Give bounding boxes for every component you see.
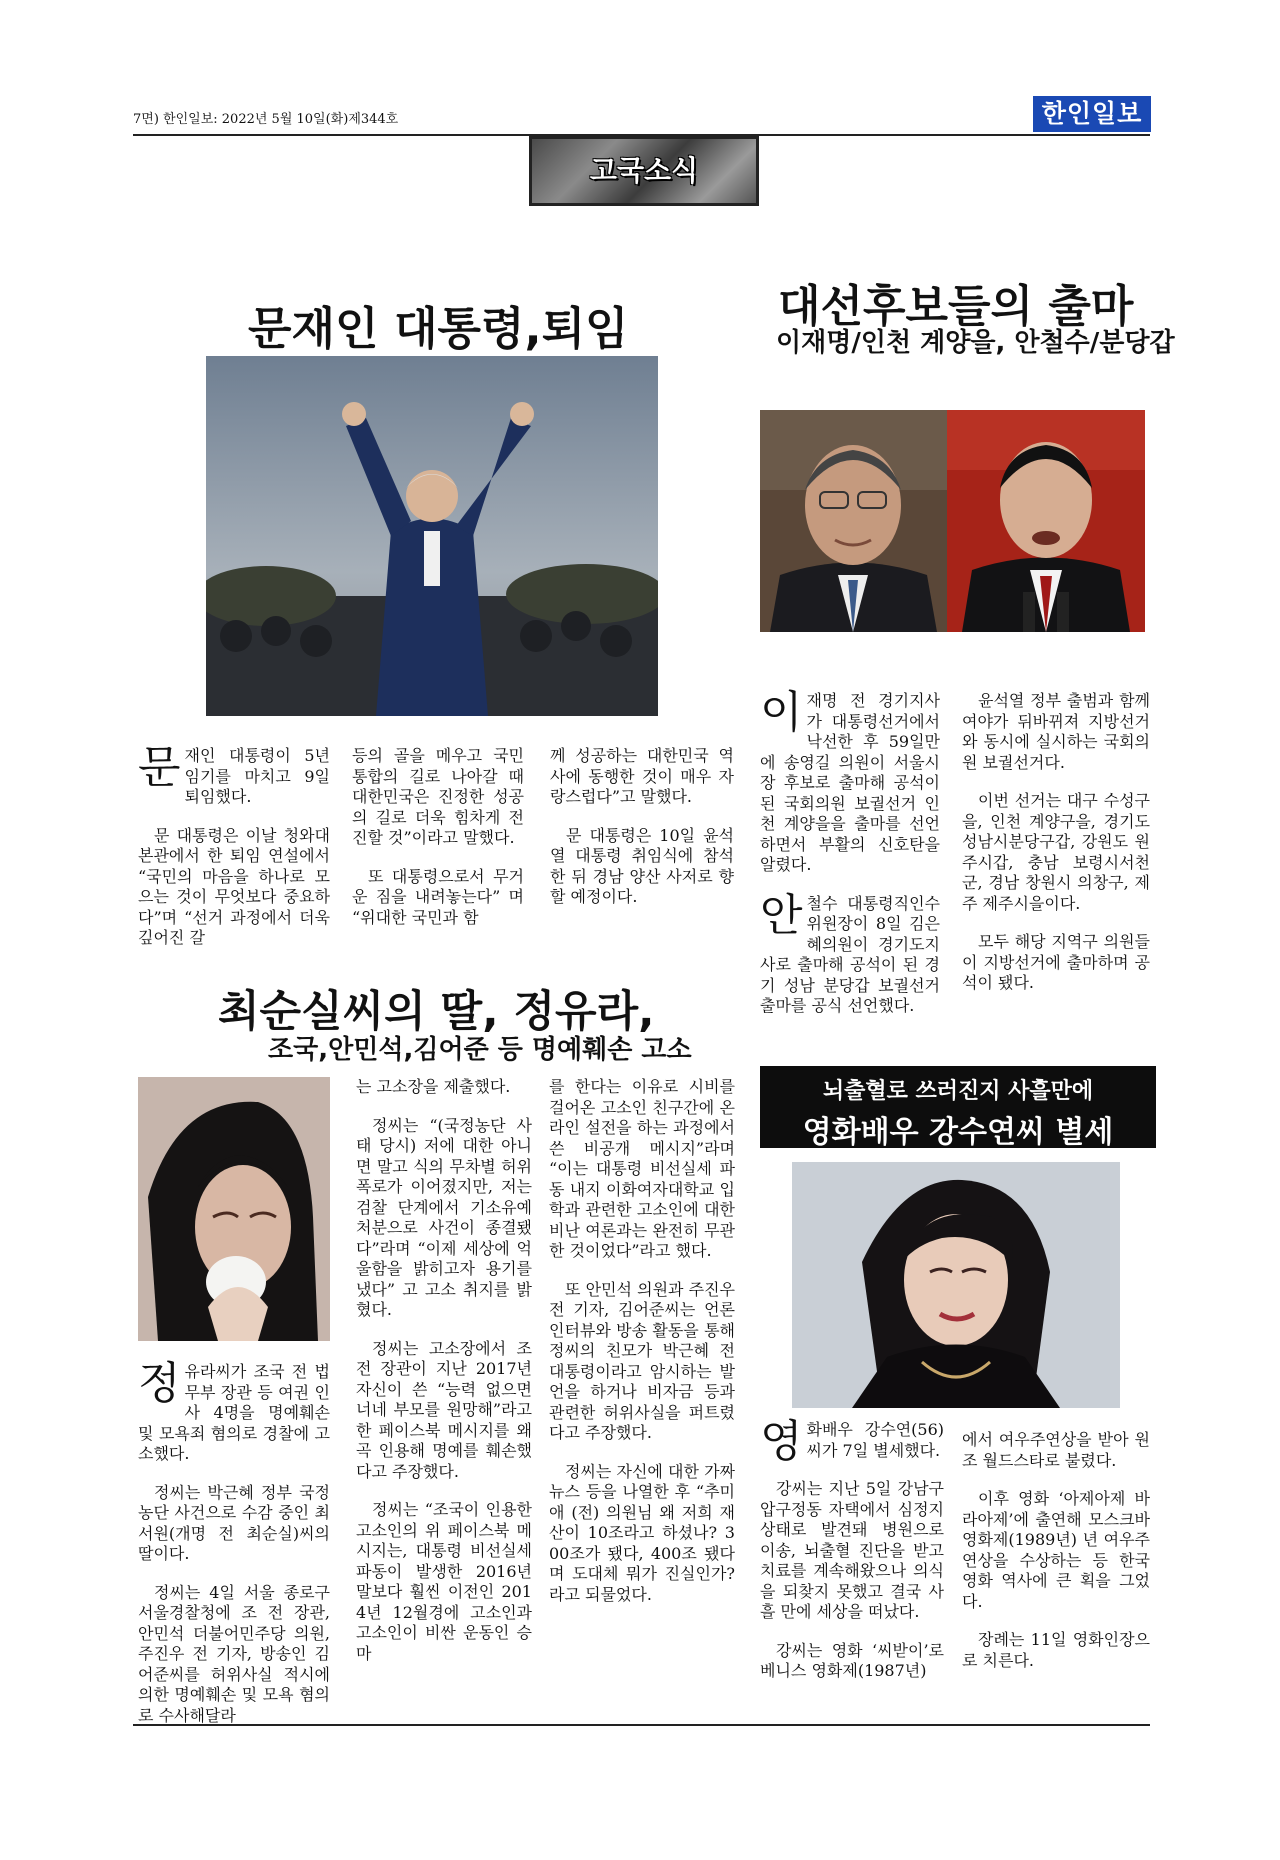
moon-col1-p2: 문 대통령은 이날 청와대 본관에서 한 퇴임 연설에서 “국민의 마음을 하나로 모으는 것이 무엇보다 중요하다”며 “선거 과정에서 더욱 깊어진 갈 <box>138 825 330 947</box>
moon-col1-p1: 재인 대통령이 5년 임기를 마치고 9일 퇴임했다. <box>184 746 330 806</box>
moon-photo <box>206 356 658 716</box>
election-col1-p2: 철수 대통령직인수위원장이 8일 김은혜의원이 경기도지사로 출마해 공석이 된 경기 성남 분당갑 보궐선거 출마를 공식 선언했다. <box>760 893 940 1015</box>
election-col2-p1: 윤석열 정부 출범과 함께 여야가 뒤바뀌져 지방선거와 동시에 실시하는 국회의원 보궐선거다. <box>962 691 1150 772</box>
issue-info: 7면) 한인일보: 2022년 5월 10일(화)제344호 <box>133 112 399 127</box>
moon-col-2 <box>352 746 524 946</box>
kang-col1-p1: 화배우 강수연(56)씨가 7일 별세했다. <box>806 1420 944 1460</box>
chung-col3-p2: 또 안민석 의원과 주진우 전 기자, 김어준씨는 언론 인터뷰와 방송 활동을 통해 정씨의 친모가 박근혜 전 대통령이라고 암시하는 발언을 하거나 비자금 등과 관련한 허위사실을 퍼트렸다고 주장했다. <box>549 1279 735 1442</box>
chung-col-2 <box>356 1077 532 1682</box>
moon-dropcap: 문 <box>138 742 181 793</box>
kang-col-2 <box>962 1430 1150 1689</box>
section-banner-label: 고국소식 <box>589 154 699 187</box>
chung-col2-p2: 정씨는 “(국정농단 사태 당시) 저에 대한 아니면 말고 식의 무차별 허위 폭로가 이어졌지만, 저는 검찰 단계에서 기소유예 처분으로 사건이 종결됐다”라며 “이제 세상에 억울함을 밝히고자 용기를 냈다” 고 고소 취지를 밝혔다. <box>356 1115 532 1319</box>
kang-col2-p3: 장례는 11일 영화인장으로 치른다. <box>962 1630 1150 1670</box>
chung-photo <box>138 1077 330 1341</box>
chung-col3-p1: 를 한다는 이유로 시비를 걸어온 고소인 친구간에 온라인 설전을 하는 과정에서 쓴 비공개 메시지”라며 “이는 대통령 비선실세 파동 내지 이화여자대학교 입학과 관련한 고소인에 대한 비난 여론과는 완전히 무관한 것이었다”라고 했다. <box>549 1077 735 1260</box>
moon-headline: 문재인 대통령,퇴임 <box>248 302 629 355</box>
chung-subhead: 조국,안민석,김어준 등 명예훼손 고소 <box>268 1035 692 1065</box>
moon-col2-p2: 또 대통령으로서 무거운 짐을 내려놓는다” 며 “위대한 국민과 함 <box>352 866 524 927</box>
kang-dropcap: 영 <box>760 1416 803 1467</box>
election-dropcap-1: 이 <box>760 687 803 738</box>
kang-banner-line2: 영화배우 강수연씨 별세 <box>802 1115 1114 1150</box>
election-subhead: 이재명/인천 계양을, 안철수/분당갑 <box>776 328 1175 358</box>
election-col-2 <box>962 691 1150 1012</box>
chung-headline: 최순실씨의 딸, 정유라, <box>218 987 655 1037</box>
moon-col2-p1: 등의 골을 메우고 국민 통합의 길로 나아갈 때 대한민국은 진정한 성공의 길로 더욱 힘차게 전진할 것”이라고 말했다. <box>352 746 524 847</box>
moon-col-1 <box>138 742 330 967</box>
chung-col1-p2: 정씨는 박근혜 정부 국정농단 사건으로 수감 중인 최서원(개명 전 최순실)씨의 딸이다. <box>138 1482 330 1563</box>
moon-col3-p1: 께 성공하는 대한민국 역사에 동행한 것이 매우 자랑스럽다”고 말했다. <box>550 746 734 806</box>
election-col1-p1: 재명 전 경기지사가 대통령선거에서 낙선한 후 59일만에 송영길 의원이 서울시장 후보로 출마해 공석이 된 국회의원 보궐선거 인천 계양을을 출마를 선언하면서 부활의 신호탄을 알렸다. <box>760 691 940 874</box>
chung-col2-p1: 는 고소장을 제출했다. <box>356 1077 511 1096</box>
election-col-1 <box>760 687 940 1035</box>
moon-col3-p2: 문 대통령은 10일 윤석열 대통령 취임식에 참석한 뒤 경남 양산 사저로 향할 예정이다. <box>550 825 734 906</box>
kang-col-1 <box>760 1416 944 1700</box>
newspaper-logo: 한인일보 <box>1033 96 1151 132</box>
kang-col1-p2: 강씨는 지난 5일 강남구 압구정동 자택에서 심정지 상태로 발견돼 병원으로 이송, 뇌출혈 진단을 받고 치료를 계속해왔으나 의식을 되찾지 못했고 결국 사흘 만에 세상을 떠났다. <box>760 1479 944 1621</box>
chung-dropcap: 정 <box>138 1358 181 1409</box>
election-col2-p3: 모두 해당 지역구 의원들이 지방선거에 출마하며 공석이 됐다. <box>962 932 1150 992</box>
election-col2-p2: 이번 선거는 대구 수성구을, 인천 계양구을, 경기도 성남시분당구갑, 강원도 원주시갑, 충남 보령시서천군, 경남 창원시 의창구, 제주 제주시을이다. <box>962 791 1150 913</box>
kang-photo <box>792 1162 1120 1408</box>
chung-col1-p3: 정씨는 4일 서울 종로구 서울경찰청에 조 전 장관, 안민석 더불어민주당 의원, 주진우 전 기자, 방송인 김어준씨를 허위사실 적시에 의한 명예훼손 및 모욕 혐의로 수사해달라 <box>138 1582 330 1725</box>
kang-banner-line1: 뇌출혈로 쓰러진지 사흘만에 <box>822 1079 1094 1104</box>
section-banner <box>529 136 759 206</box>
kang-banner <box>760 1066 1156 1148</box>
footer-rule <box>133 1724 1150 1726</box>
chung-col2-p3: 정씨는 고소장에서 조 전 장관이 지난 2017년 자신이 쓴 “능력 없으면 너네 부모를 원망해”라고 한 페이스북 메시지를 왜곡 인용해 명예를 훼손했다고 주장했다. <box>356 1338 532 1481</box>
chung-col3-p3: 정씨는 자신에 대한 가짜뉴스 등을 나열한 후 “추미애 (전) 의원님 왜 저희 재산이 10조라고 하셨나? 300조가 됐다, 400조 됐다며 도대체 뭐가 진실인가? 라고 되물었다. <box>549 1461 735 1604</box>
lee-photo <box>760 410 947 632</box>
chung-col2-p4: 정씨는 “조국이 인용한 고소인의 위 페이스북 메시지는, 대통령 비선실세 파동이 발생한 2016년 말보다 훨씬 이전인 2014년 12월경에 고소인과 고소인이 비싼 운동인 승마 <box>356 1500 532 1663</box>
chung-col1-p1: 유라씨가 조국 전 법무부 장관 등 여권 인사 4명을 명예훼손 및 모욕죄 혐의로 경찰에 고소했다. <box>138 1362 330 1463</box>
chung-col-1 <box>138 1358 330 1744</box>
chung-col-3 <box>549 1077 735 1623</box>
kang-col1-p3: 강씨는 영화 ‘씨받이’로 베니스 영화제(1987년) <box>760 1640 944 1680</box>
ahn-photo <box>947 410 1145 632</box>
election-headline: 대선후보들의 출마 <box>778 281 1134 332</box>
election-dropcap-2: 안 <box>760 889 803 941</box>
moon-col-3 <box>550 746 734 926</box>
kang-col2-p1: 에서 여우주연상을 받아 원조 월드스타로 불렸다. <box>962 1430 1150 1470</box>
kang-col2-p2: 이후 영화 ‘아제아제 바라아제’에 출연해 모스크바영화제(1989년) 년 여우주연상을 수상하는 등 한국 영화 역사에 큰 획을 그었다. <box>962 1489 1150 1611</box>
